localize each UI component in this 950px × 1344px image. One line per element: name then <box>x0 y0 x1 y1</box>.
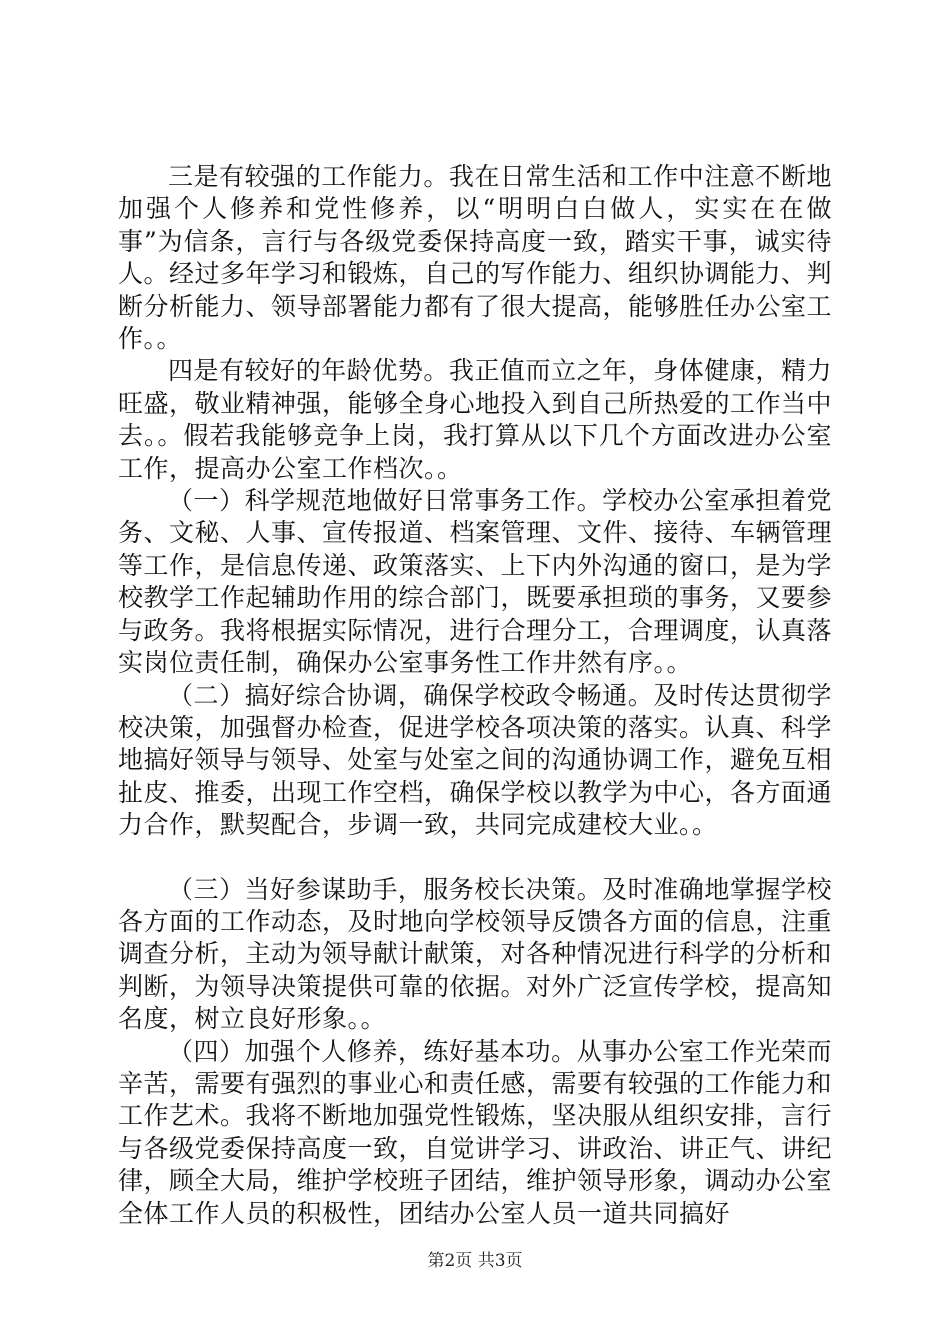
paragraph-section-1: （一）科学规范地做好日常事务工作。学校办公室承担着党务、文秘、人事、宣传报道、档案管理、文件、接待、车辆管理等工作，是信息传递、政策落实、上下内外沟通的窗口，是为学校教学工作起辅助作用的综合部门，既要承担琐的事务，又要参与政务。我将根据实际情况，进行合理分工，合理调度，认真落实岗位责任制，确保办公室事务性工作井然有序。。 <box>118 486 833 678</box>
paragraph-section-2: （二）搞好综合协调，确保学校政令畅通。及时传达贯彻学校决策，加强督办检查，促进学校各项决策的落实。认真、科学地搞好领导与领导、处室与处室之间的沟通协调工作，避免互相扯皮、推委，出现工作空档，确保学校以教学为中心，各方面通力合作，默契配合，步调一致，共同完成建校大业。。 <box>118 680 833 840</box>
document-body <box>118 161 832 1230</box>
page-number-footer: 第2页 共3页 <box>427 1251 523 1271</box>
paragraph-section-3: （三）当好参谋助手，服务校长决策。及时准确地掌握学校各方面的工作动态，及时地向学校领导反馈各方面的信息，注重调查分析，主动为领导献计献策，对各种情况进行科学的分析和判断，为领导决策提供可靠的依据。对外广泛宣传学校，提高知名度，树立良好形象。。 <box>118 874 833 1034</box>
paragraph-age-advantage: 四是有较好的年龄优势。我正值而立之年，身体健康，精力旺盛，敬业精神强，能够全身心地投入到自己所热爱的工作当中去。。假若我能够竞争上岗，我打算从以下几个方面改进办公室工作，提高办公室工作档次。。 <box>118 356 833 483</box>
paragraph-section-4: （四）加强个人修养，练好基本功。从事办公室工作光荣而辛苦，需要有强烈的事业心和责任感，需要有较强的工作能力和工作艺术。我将不断地加强党性锻炼，坚决服从组织安排，言行与各级党委保持高度一致，自觉讲学习、讲政治、讲正气、讲纪律，顾全大局，维护学校班子团结，维护领导形象，调动办公室全体工作人员的积极性，团结办公室人员一道共同搞好 <box>118 1036 833 1228</box>
paragraph-work-ability: 三是有较强的工作能力。我在日常生活和工作中注意不断地加强个人修养和党性修养，以“明明白白做人，实实在在做事”为信条，言行与各级党委保持高度一致，踏实干事，诚实待人。经过多年学习和锻炼，自己的写作能力、组织协调能力、判断分析能力、领导部署能力都有了很大提高，能够胜任办公室工作。。 <box>118 162 833 354</box>
